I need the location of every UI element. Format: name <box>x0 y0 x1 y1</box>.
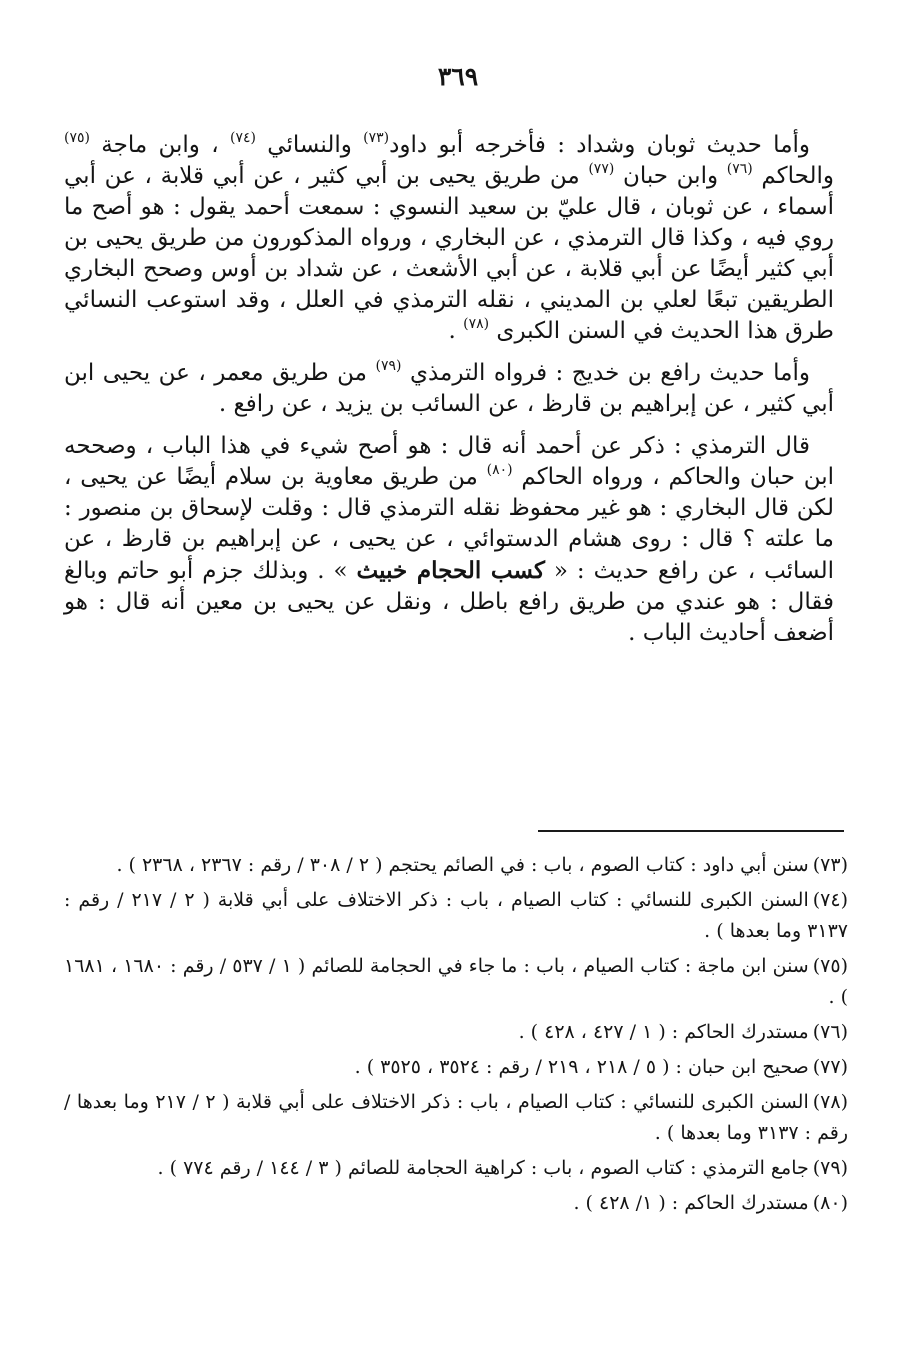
page-number: ٣٦٩ <box>437 62 479 91</box>
footnote <box>64 1052 848 1083</box>
footnote <box>64 1017 848 1048</box>
text-run: وأما حديث رافع بن خديج : فرواه الترمذي <box>401 360 810 386</box>
paragraph-thawban-shaddad <box>64 130 834 347</box>
footnote-text: مستدرك الحاكم : ( ١/ ٤٢٨ ) . <box>573 1192 809 1214</box>
footnote-number: (٧٩) <box>812 1157 848 1179</box>
footnote-number: (٧٦) <box>812 1021 848 1043</box>
footnote-ref[interactable]: (٧٥) <box>64 130 90 147</box>
text-run: من طريق معمر ، عن يحيى ابن أبي كثير ، عن إبراهيم بن قارظ ، عن السائب بن يزيد ، عن رافع . <box>64 360 834 417</box>
footnote-text: سنن أبي داود : كتاب الصوم ، باب : في الصائم يحتجم ( ٢ / ٣٠٨ / رقم : ٢٣٦٧ ، ٢٣٦٨ ) . <box>116 854 809 876</box>
footnote <box>64 951 848 1013</box>
footnote-number: (٧٨) <box>812 1091 848 1113</box>
footnote-ref[interactable]: (٧٦) <box>726 161 753 178</box>
footnote <box>64 1153 848 1184</box>
footnote-ref[interactable]: (٧٧) <box>588 161 615 178</box>
footnote <box>64 885 848 947</box>
paragraph-tirmidhi <box>64 431 834 649</box>
footnote-text: صحيح ابن حبان : ( ٥ / ٢١٨ ، ٢١٩ / رقم : ٣٥٢٤ ، ٣٥٢٥ ) . <box>354 1056 809 1078</box>
hadith-quote: كسب الحجام خبيث <box>356 557 545 584</box>
footnote-separator <box>538 830 844 832</box>
text-run: ، وابن ماجة <box>89 132 230 158</box>
footnote-ref[interactable]: (٧٩) <box>375 358 402 375</box>
text-run: قال الترمذي : ذكر عن أحمد أنه قال : هو أصح شيء في هذا الباب ، وصححه ابن حبان والحاكم ، ورواه الحاكم <box>64 433 834 490</box>
footnote-number: (٧٣) <box>812 854 848 876</box>
footnote-number: (٧٤) <box>812 889 849 911</box>
paragraph-rafi <box>64 358 834 420</box>
text-run: من طريق يحيى بن أبي كثير ، عن أبي قلابة ، عن أبي أسماء ، عن ثوبان ، قال عليّ بن سعيد النسوي : سمعت أحمد يقول : هو أصح ما روي فيه ، وكذا قال الترمذي ، عن البخاري ، ورواه المذكورون من طريق يحيى بن أبي كثير أيضًا عن أبي قلابة ، عن أبي الأشعث ، عن شداد بن أوس وصحح البخاري الطريقين تبعًا لعلي بن المديني ، نقله الترمذي في العلل ، وقد استوعب النسائي طرق هذا الحديث في السنن الكبرى <box>64 163 834 344</box>
footnote <box>64 850 848 881</box>
main-text <box>64 130 834 660</box>
text-run: وأما حديث ثوبان وشداد : فأخرجه أبو داود <box>389 132 811 158</box>
footnote-ref[interactable]: (٧٣) <box>363 130 390 147</box>
footnote-text: جامع الترمذي : كتاب الصوم ، باب : كراهية الحجامة للصائم ( ٣ / ١٤٤ / رقم ٧٧٤ ) . <box>157 1157 809 1179</box>
text-run: . <box>448 318 464 344</box>
footnote-ref[interactable]: (٧٨) <box>463 316 490 333</box>
text-run: وابن حبان <box>614 163 727 189</box>
footnote <box>64 1188 848 1219</box>
footnote-text: السنن الكبرى للنسائي : كتاب الصيام ، باب : ذكر الاختلاف على أبي قلابة ( ٢ / ٢١٧ وما بعدها / رقم : ٣١٣٧ وما بعدها ) . <box>64 1091 848 1144</box>
footnote <box>64 1087 848 1149</box>
footnote-text: مستدرك الحاكم : ( ١ / ٤٢٧ ، ٤٢٨ ) . <box>518 1021 809 1043</box>
footnotes <box>64 850 848 1223</box>
footnote-ref[interactable]: (٨٠) <box>486 462 513 479</box>
footnote-text: السنن الكبرى للنسائي : كتاب الصيام ، باب : ذكر الاختلاف على أبي قلابة ( ٢ / ٢١٧ / رقم : ٣١٣٧ وما بعدها ) . <box>64 889 848 942</box>
footnote-number: (٨٠) <box>812 1192 848 1214</box>
text-run: والحاكم <box>752 163 834 189</box>
text-run: » . وبذلك جزم أبو حاتم وبالغ فقال : هو عندي من طريق رافع باطل ، ونقل عن يحيى بن معين أنه قال : هو أضعف أحاديث الباب . <box>64 558 834 646</box>
footnote-number: (٧٧) <box>812 1056 848 1078</box>
text-run: والنسائي <box>255 132 364 158</box>
footnote-number: (٧٥) <box>812 955 848 977</box>
footnote-ref[interactable]: (٧٤) <box>229 130 256 147</box>
footnote-text: سنن ابن ماجة : كتاب الصيام ، باب : ما جاء في الحجامة للصائم ( ١ / ٥٣٧ / رقم : ١٦٨٠ ، ١٦٨١ ) . <box>64 955 848 1008</box>
text-run: من طريق معاوية بن سلام أيضًا عن يحيى ، لكن قال البخاري : هو غير محفوظ نقله الترمذي قال : وقلت لإسحاق بن منصور : ما علته ؟ قال : روى هشام الدستوائي ، عن يحيى ، عن إبراهيم بن قارظ ، عن السائب ، عن رافع حديث : « <box>64 464 834 584</box>
